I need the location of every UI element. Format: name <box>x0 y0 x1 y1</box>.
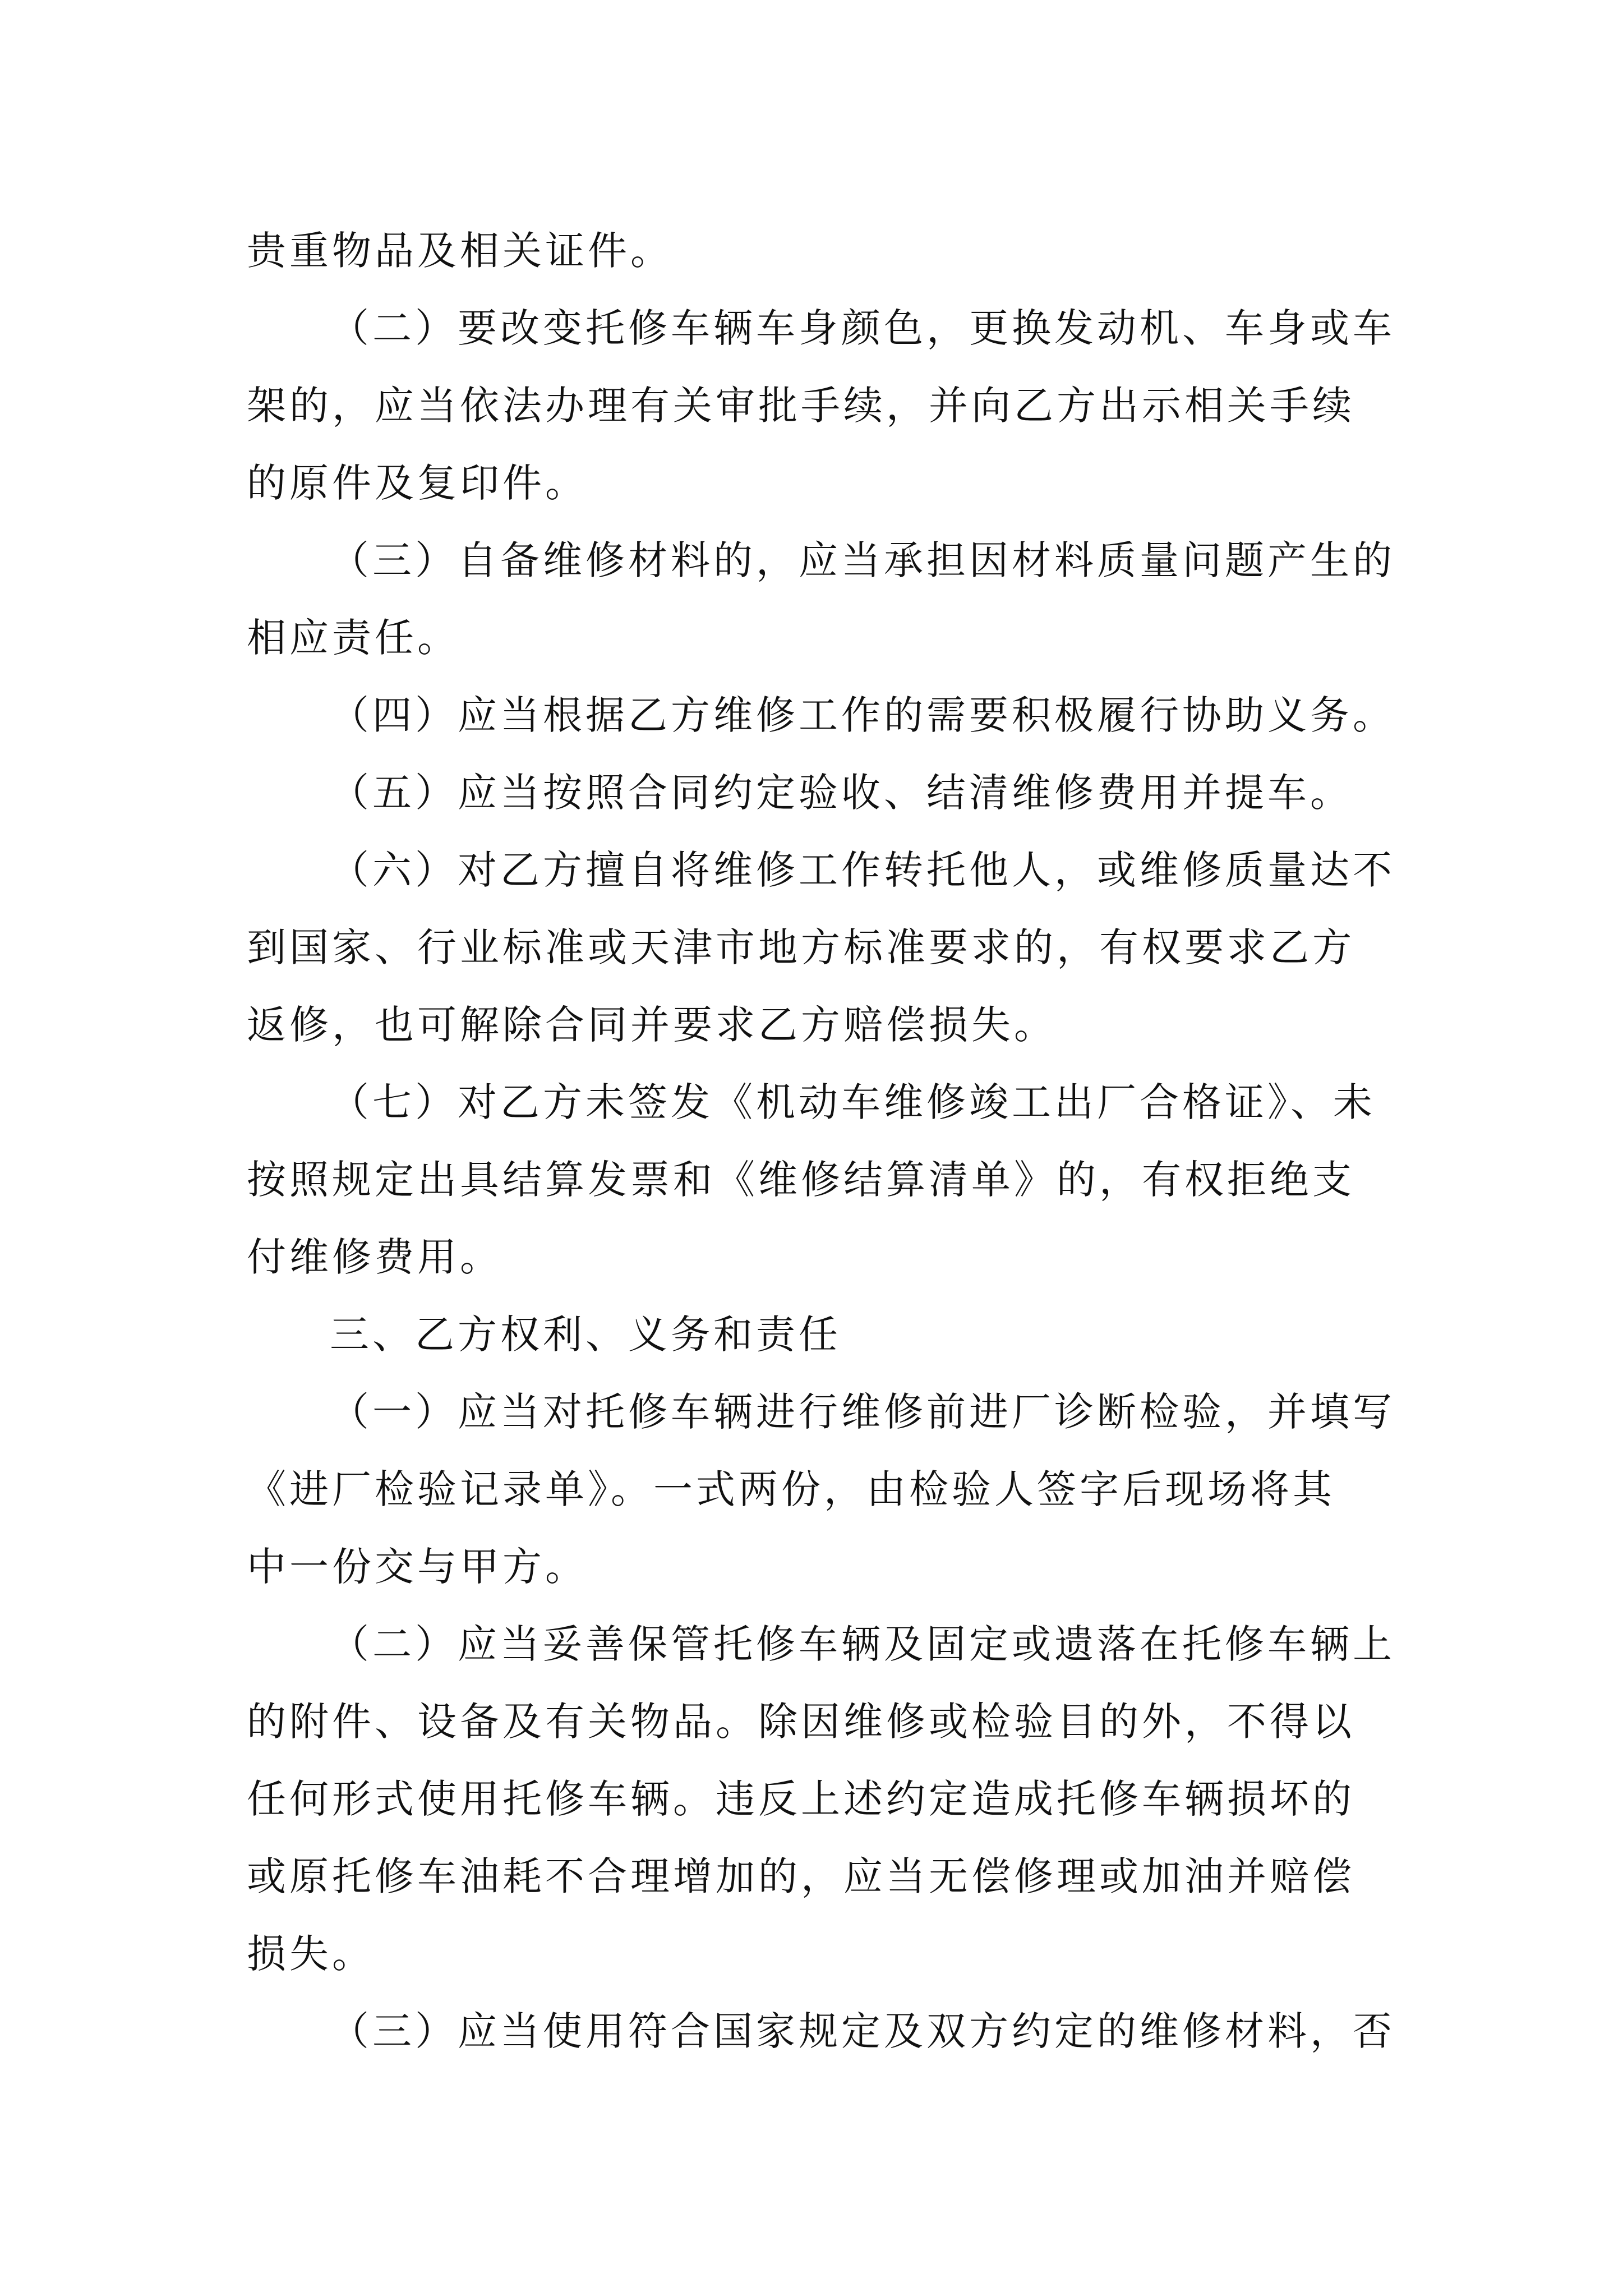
text-line: 贵重物品及相关证件。 <box>247 228 673 274</box>
text-line: 架的，应当依法办理有关审批手续，并向乙方出示相关手续 <box>247 383 1355 429</box>
text-line: 的附件、设备及有关物品。除因维修或检验目的外，不得以 <box>247 1699 1355 1745</box>
text-line: （七）对乙方未签发《机动车维修竣工出厂合格证》、未 <box>330 1079 1376 1125</box>
text-line: （六）对乙方擅自将维修工作转托他人，或维修质量达不 <box>330 847 1395 893</box>
text-line: 的原件及复印件。 <box>247 460 588 506</box>
section-heading: 三、乙方权利、义务和责任 <box>330 1312 841 1358</box>
document-body <box>247 212 1396 2070</box>
text-line: （三）自备维修材料的，应当承担因材料质量问题产生的 <box>330 537 1395 583</box>
text-line: （三）应当使用符合国家规定及双方约定的维修材料，否 <box>330 2008 1395 2054</box>
text-line: 或原托修车油耗不合理增加的，应当无偿修理或加油并赔偿 <box>247 1853 1355 1899</box>
text-line: 损失。 <box>247 1931 375 1977</box>
text-line: 《进厂检验记录单》。一式两份，由检验人签字后现场将其 <box>247 1466 1335 1512</box>
text-line: （二）应当妥善保管托修车辆及固定或遗落在托修车辆上 <box>330 1621 1395 1667</box>
text-line: （二）要改变托修车辆车身颜色，更换发动机、车身或车 <box>330 305 1395 351</box>
text-line: （四）应当根据乙方维修工作的需要积极履行协助义务。 <box>330 692 1395 738</box>
text-line: 中一份交与甲方。 <box>247 1544 588 1590</box>
text-line: 相应责任。 <box>247 615 460 661</box>
text-line: 到国家、行业标准或天津市地方标准要求的，有权要求乙方 <box>247 924 1355 970</box>
text-line: 按照规定出具结算发票和《维修结算清单》的，有权拒绝支 <box>247 1157 1355 1203</box>
text-line: （五）应当按照合同约定验收、结清维修费用并提车。 <box>330 770 1353 816</box>
text-line: 返修，也可解除合同并要求乙方赔偿损失。 <box>247 1002 1057 1048</box>
text-line: （一）应当对托修车辆进行维修前进厂诊断检验，并填写 <box>330 1389 1395 1435</box>
text-line: 付维修费用。 <box>247 1234 502 1280</box>
text-line: 任何形式使用托修车辆。违反上述约定造成托修车辆损坏的 <box>247 1776 1355 1822</box>
